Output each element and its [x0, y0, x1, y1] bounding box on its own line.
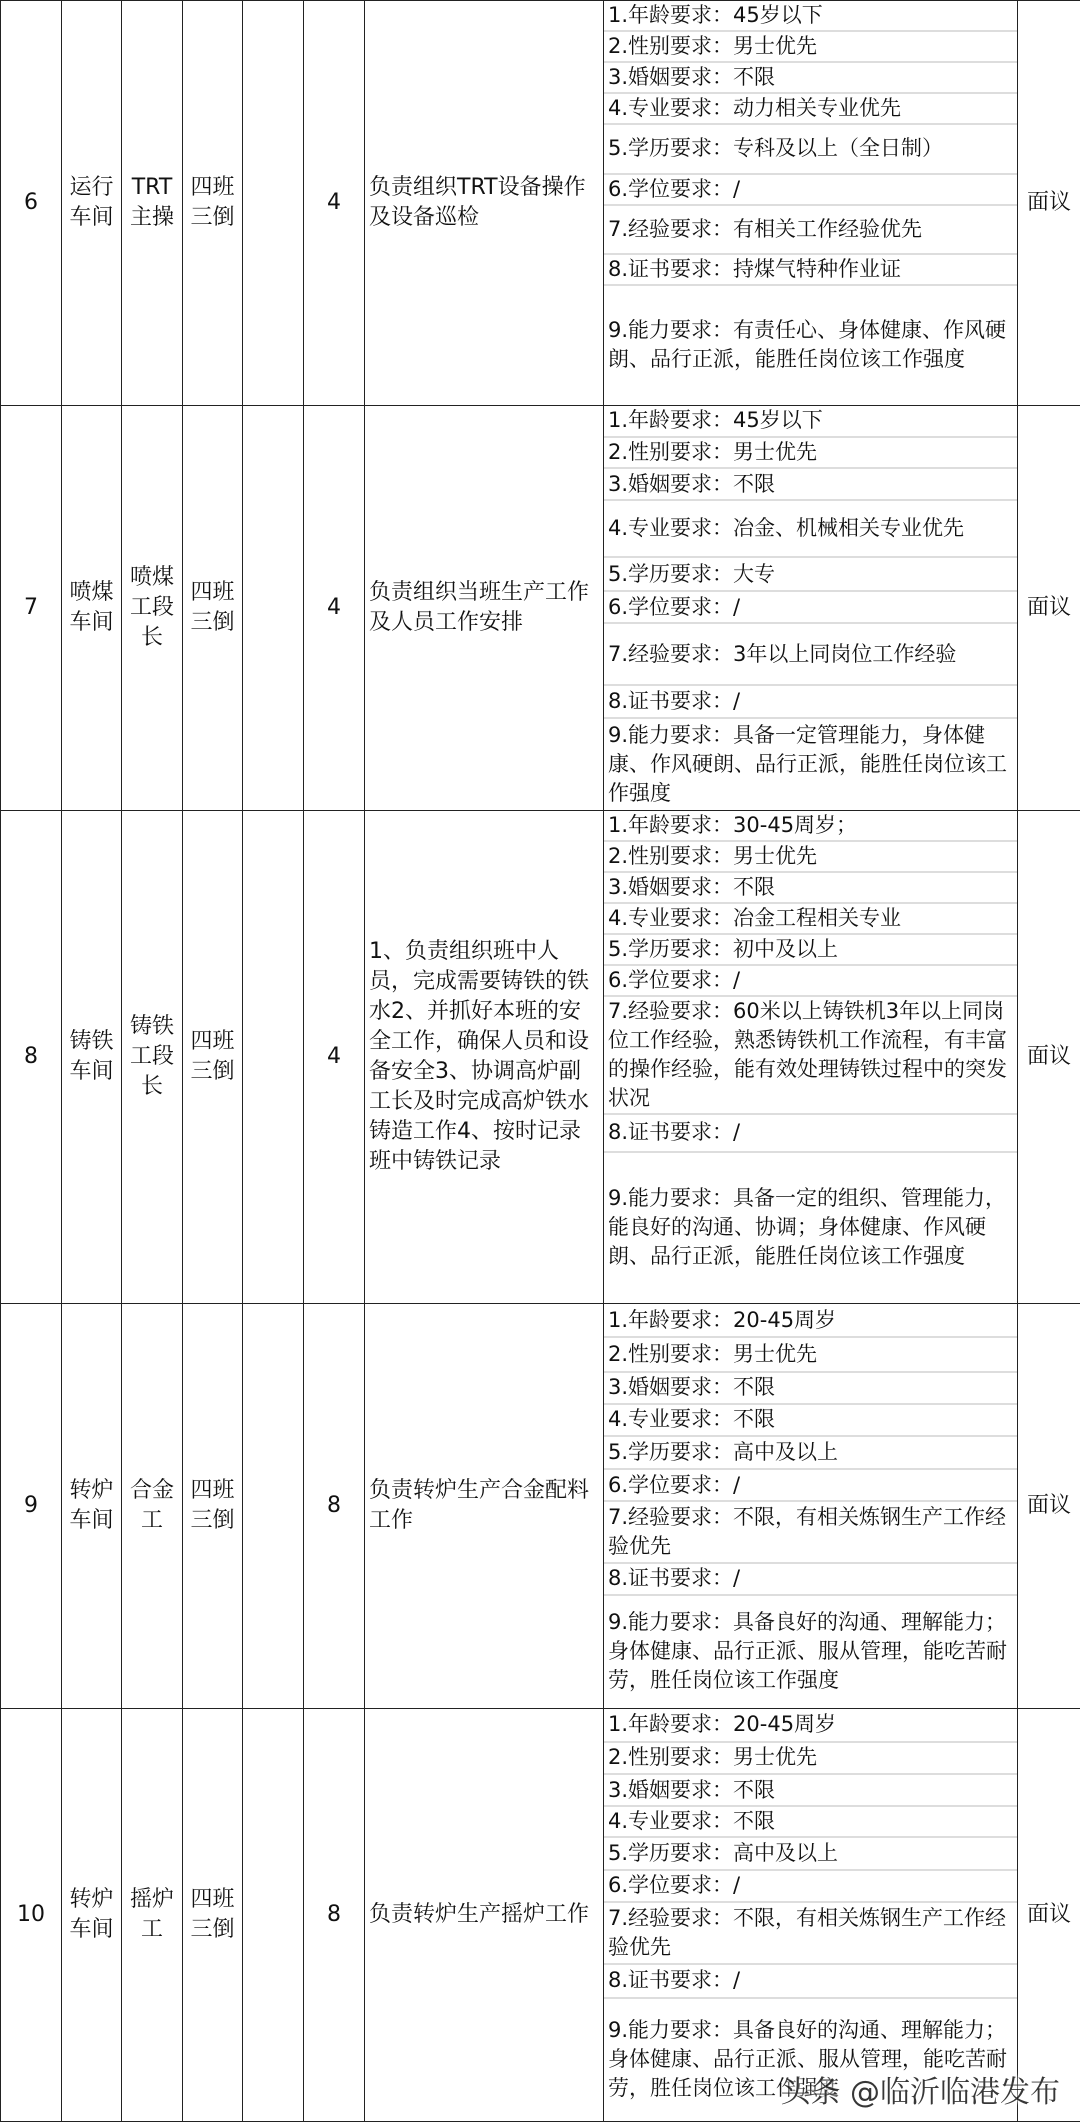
requirement-item: 1.年龄要求：20-45周岁	[604, 1304, 1017, 1336]
shift-schedule: 四班三倒	[183, 811, 243, 1304]
department: 转炉车间	[62, 1709, 122, 2122]
requirement-item: 4.专业要求：不限	[604, 1403, 1017, 1436]
requirement-item: 1.年龄要求：45岁以下	[604, 406, 1017, 436]
requirement-item: 6.学位要求：/	[604, 1869, 1017, 1901]
requirement-item: 7.经验要求：不限，有相关炼钢生产工作经验优先	[604, 1901, 1017, 1963]
blank-column	[243, 1, 304, 406]
requirement-item: 8.证书要求：/	[604, 1113, 1017, 1151]
requirement-item: 2.性别要求：男士优先	[604, 436, 1017, 468]
row-number: 6	[1, 1, 62, 406]
requirement-item: 5.学历要求：高中及以上	[604, 1836, 1017, 1869]
department: 喷煤车间	[62, 406, 122, 811]
salary: 面议	[1018, 811, 1080, 1304]
shift-schedule: 四班三倒	[183, 1, 243, 406]
salary: 面议	[1018, 406, 1080, 811]
department: 转炉车间	[62, 1304, 122, 1709]
requirement-item: 2.性别要求：男士优先	[604, 30, 1017, 61]
requirements	[604, 1709, 1018, 2122]
salary: 面议	[1018, 1, 1080, 406]
requirement-item: 8.证书要求：/	[604, 1963, 1017, 1997]
headcount: 4	[304, 1, 365, 406]
requirement-item: 2.性别要求：男士优先	[604, 1336, 1017, 1370]
requirements	[604, 1304, 1018, 1709]
shift-schedule: 四班三倒	[183, 406, 243, 811]
salary: 面议	[1018, 1709, 1080, 2122]
requirement-item: 2.性别要求：男士优先	[604, 1741, 1017, 1774]
requirement-item: 6.学位要求：/	[604, 173, 1017, 204]
table-row	[1, 1709, 1080, 2122]
salary: 面议	[1018, 1304, 1080, 1709]
requirement-item: 4.专业要求：冶金、机械相关专业优先	[604, 499, 1017, 556]
requirement-item: 7.经验要求：3年以上同岗位工作经验	[604, 622, 1017, 683]
table-row	[1, 1304, 1080, 1709]
requirement-item: 9.能力要求：有责任心、身体健康、作风硬朗、品行正派，能胜任岗位该工作强度	[604, 284, 1017, 404]
requirement-item: 7.经验要求：不限，有相关炼钢生产工作经验优先	[604, 1500, 1017, 1561]
requirement-item: 8.证书要求：持煤气特种作业证	[604, 253, 1017, 284]
table-row	[1, 406, 1080, 811]
requirement-item: 5.学历要求：大专	[604, 556, 1017, 590]
requirement-item: 3.婚姻要求：不限	[604, 1773, 1017, 1805]
shift-schedule: 四班三倒	[183, 1304, 243, 1709]
requirement-item: 3.婚姻要求：不限	[604, 61, 1017, 92]
watermark: 头条 @临沂临港发布	[780, 2067, 1060, 2111]
row-number: 9	[1, 1304, 62, 1709]
requirement-item: 5.学历要求：高中及以上	[604, 1435, 1017, 1468]
requirement-item: 9.能力要求：具备良好的沟通、理解能力；身体健康、品行正派、服从管理，能吃苦耐劳，胜任岗位该工作强度	[604, 1594, 1017, 1707]
requirements	[604, 811, 1018, 1304]
requirement-item: 1.年龄要求：30-45周岁；	[604, 811, 1017, 840]
requirement-item: 3.婚姻要求：不限	[604, 871, 1017, 902]
job-duty: 负责组织当班生产工作及人员工作安排	[365, 406, 604, 811]
job-duty: 负责转炉生产摇炉工作	[365, 1709, 604, 2122]
requirement-item: 4.专业要求：不限	[604, 1805, 1017, 1837]
position: TRT主操	[122, 1, 183, 406]
headcount: 4	[304, 811, 365, 1304]
requirement-item: 8.证书要求：/	[604, 684, 1017, 718]
headcount: 8	[304, 1304, 365, 1709]
requirement-item: 3.婚姻要求：不限	[604, 467, 1017, 499]
row-number: 8	[1, 811, 62, 1304]
row-number: 7	[1, 406, 62, 811]
position: 合金工	[122, 1304, 183, 1709]
requirement-item: 9.能力要求：具备一定的组织、管理能力，能良好的沟通、协调；身体健康、作风硬朗、品行正派，能胜任岗位该工作强度	[604, 1151, 1017, 1302]
requirements	[604, 1, 1018, 406]
requirement-item: 6.学位要求：/	[604, 590, 1017, 623]
table-row	[1, 1, 1080, 406]
job-duty: 负责组织TRT设备操作及设备巡检	[365, 1, 604, 406]
requirement-item: 7.经验要求：有相关工作经验优先	[604, 204, 1017, 254]
department: 运行车间	[62, 1, 122, 406]
headcount: 8	[304, 1709, 365, 2122]
job-duty: 1、负责组织班中人员，完成需要铸铁的铁水2、并抓好本班的安全工作，确保人员和设备安全3、协调高炉副工长及时完成高炉铁水铸造工作4、按时记录班中铸铁记录	[365, 811, 604, 1304]
requirement-item: 4.专业要求：动力相关专业优先	[604, 92, 1017, 123]
position: 喷煤工段长	[122, 406, 183, 811]
position: 摇炉工	[122, 1709, 183, 2122]
requirement-item: 6.学位要求：/	[604, 1468, 1017, 1501]
position: 铸铁工段长	[122, 811, 183, 1304]
blank-column	[243, 406, 304, 811]
headcount: 4	[304, 406, 365, 811]
requirement-item: 7.经验要求：60米以上铸铁机3年以上同岗位工作经验，熟悉铸铁机工作流程，有丰富的操作经验，能有效处理铸铁过程中的突发状况	[604, 995, 1017, 1113]
requirement-item: 1.年龄要求：20-45周岁	[604, 1709, 1017, 1741]
table-row	[1, 811, 1080, 1304]
requirement-item: 6.学位要求：/	[604, 964, 1017, 995]
job-duty: 负责转炉生产合金配料工作	[365, 1304, 604, 1709]
requirement-item: 9.能力要求：具备良好的沟通、理解能力；身体健康、品行正派、服从管理，能吃苦耐劳，胜任岗位该工作强度	[604, 1997, 1017, 2120]
blank-column	[243, 1709, 304, 2122]
blank-column	[243, 811, 304, 1304]
shift-schedule: 四班三倒	[183, 1709, 243, 2122]
requirement-item: 2.性别要求：男士优先	[604, 840, 1017, 871]
requirement-item: 8.证书要求：/	[604, 1562, 1017, 1595]
requirement-item: 3.婚姻要求：不限	[604, 1371, 1017, 1403]
requirements	[604, 406, 1018, 811]
requirement-item: 5.学历要求：专科及以上（全日制）	[604, 123, 1017, 173]
requirement-item: 4.专业要求：冶金工程相关专业	[604, 902, 1017, 933]
row-number: 10	[1, 1709, 62, 2122]
requirement-item: 9.能力要求：具备一定管理能力，身体健康、作风硬朗、品行正派，能胜任岗位该工作强度	[604, 717, 1017, 809]
requirement-item: 5.学历要求：初中及以上	[604, 933, 1017, 964]
department: 铸铁车间	[62, 811, 122, 1304]
blank-column	[243, 1304, 304, 1709]
requirement-item: 1.年龄要求：45岁以下	[604, 1, 1017, 30]
